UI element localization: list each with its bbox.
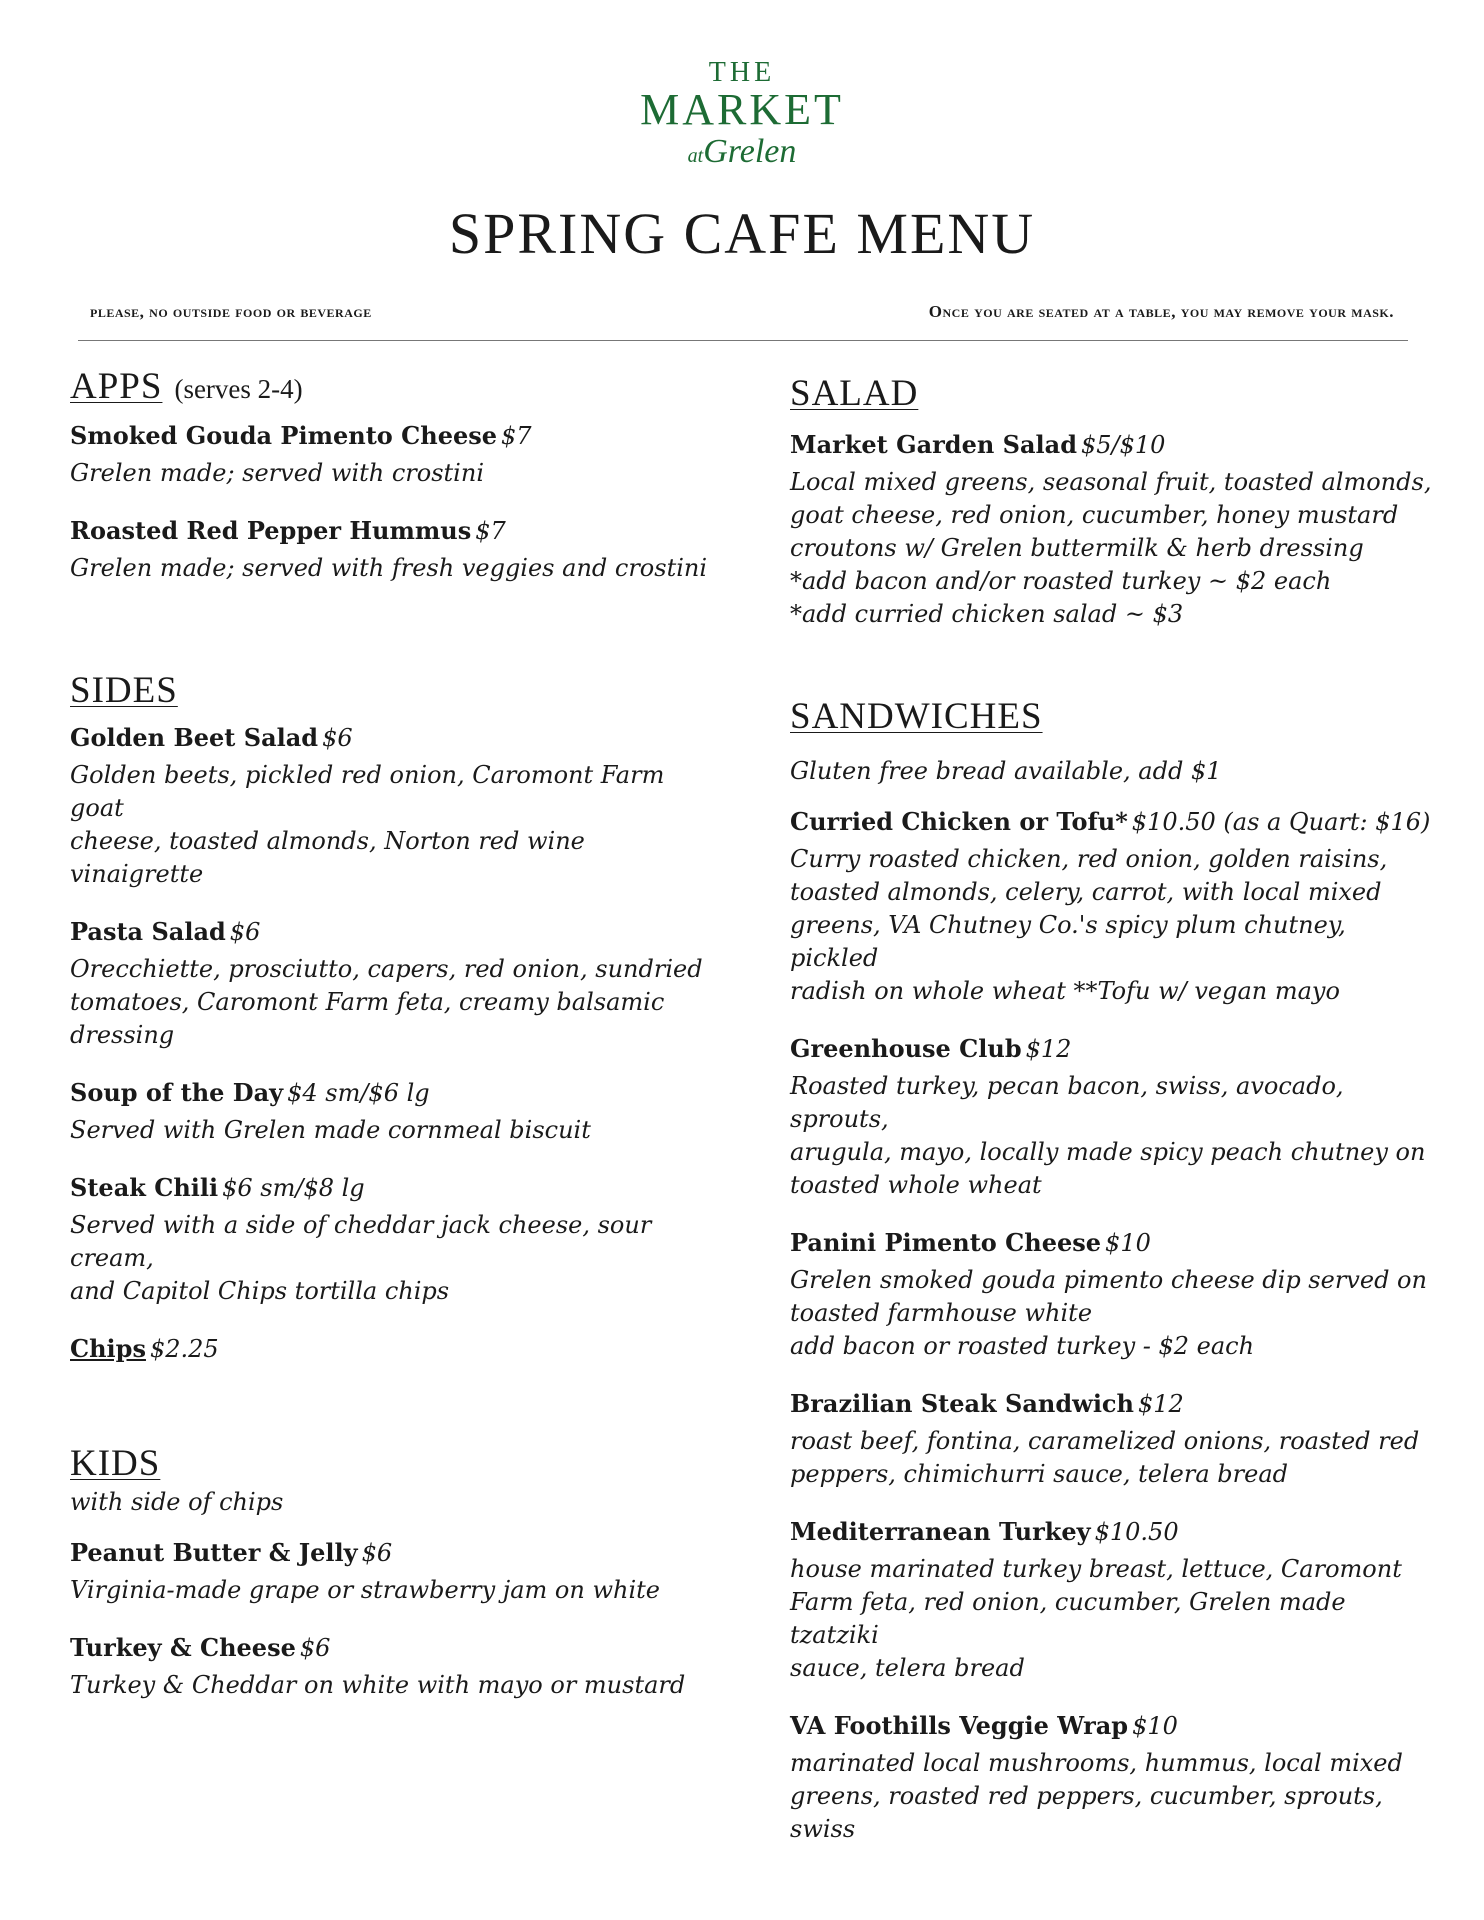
apps-items: [70, 419, 720, 585]
section-kids: [70, 1442, 720, 1702]
description-line: *add curried chicken salad ~ $3: [790, 600, 1184, 628]
description-line: Virginia-made grape or strawberry jam on white: [70, 1576, 660, 1604]
description-line: cheese, toasted almonds, Norton red wine vinaigrette: [70, 827, 585, 888]
menu-item-name: Turkey & Cheese: [70, 1633, 296, 1662]
menu-item: [70, 1332, 720, 1366]
menu-item-description: [70, 457, 720, 490]
kids-heading: KIDS: [70, 1443, 161, 1484]
left-column: [70, 365, 720, 1726]
menu-item: [790, 1226, 1440, 1363]
menu-item-name: Market Garden Salad: [790, 430, 1077, 459]
menu-item-header: [70, 514, 720, 548]
menu-item-description: [790, 1747, 1440, 1846]
menu-item-header: [70, 721, 720, 755]
section-apps: [70, 365, 720, 585]
section-salad: [790, 372, 1440, 631]
menu-item-price: $2.25: [149, 1335, 219, 1363]
description-line: and Capitol Chips tortilla chips: [70, 1277, 450, 1305]
logo-at: at: [687, 145, 704, 167]
description-line: Served with a side of cheddar jack cheese, sour cream,: [70, 1211, 652, 1272]
description-line: arugula, mayo, locally made spicy peach chutney on: [790, 1138, 1426, 1166]
menu-item-price: $7: [475, 517, 506, 545]
logo: [0, 58, 1484, 176]
description-line: sauce, telera bread: [790, 1654, 1025, 1682]
menu-item-price: $6: [361, 1539, 393, 1567]
menu-item-header: [790, 805, 1440, 839]
description-line: peppers, chimichurri sauce, telera bread: [790, 1460, 1288, 1488]
menu-item-price: $5/$10: [1080, 431, 1166, 459]
description-line: Farm feta, red onion, cucumber, Grelen made tzatziki: [790, 1588, 1346, 1649]
description-line: dressing: [70, 1021, 175, 1049]
menu-item-price: $6: [229, 918, 261, 946]
description-line: toasted farmhouse white: [790, 1299, 1093, 1327]
kids-items: [70, 1536, 720, 1702]
menu-item-header: [70, 1332, 720, 1366]
menu-item-header: [70, 1171, 720, 1205]
sandwiches-items: [790, 805, 1440, 1846]
menu-item-price: $4 sm/$6 lg: [287, 1079, 430, 1107]
sides-items: [70, 721, 720, 1366]
description-line: Orecchiette, prosciutto, capers, red onion, sundried: [70, 955, 703, 983]
logo-name: Grelen: [703, 133, 797, 170]
description-line: Served with Grelen made cornmeal biscuit: [70, 1116, 591, 1144]
menu-item: [790, 1387, 1440, 1491]
apps-serves-note: (serves 2-4): [174, 374, 303, 404]
menu-item-description: [70, 1574, 720, 1607]
menu-item-header: [70, 1536, 720, 1570]
menu-item-price: $10: [1105, 1229, 1151, 1257]
menu-item-name: Greenhouse Club: [790, 1034, 1022, 1063]
menu-item-header: [790, 1515, 1440, 1549]
description-line: roast beef, fontina, caramelized onions, roasted red: [790, 1427, 1420, 1455]
menu-item-description: [70, 1114, 720, 1147]
menu-item: [70, 1171, 720, 1308]
menu-item-price: $10.50: [1094, 1518, 1179, 1546]
menu-item-price: $6: [322, 724, 353, 752]
page-title: SPRING CAFE MENU: [448, 201, 1036, 266]
menu-item-header: [790, 1709, 1440, 1743]
menu-item-name: Peanut Butter & Jelly: [70, 1538, 358, 1567]
description-line: Golden beets, pickled red onion, Caromont Farm goat: [70, 761, 665, 822]
menu-item-description: [790, 466, 1440, 631]
menu-item-name: Roasted Red Pepper Hummus: [70, 516, 472, 545]
menu-item-price: $12: [1138, 1390, 1184, 1418]
description-line: croutons w/ Grelen buttermilk & herb dressing: [790, 534, 1364, 562]
description-line: house marinated turkey breast, lettuce, Caromont: [790, 1555, 1402, 1583]
description-line: marinated local mushrooms, hummus, local mixed: [790, 1749, 1403, 1777]
section-sides: [70, 669, 720, 1366]
menu-item-description: [70, 1209, 720, 1308]
menu-item: [70, 721, 720, 891]
menu-item-name: Golden Beet Salad: [70, 723, 319, 752]
section-sandwiches: [790, 695, 1440, 1846]
menu-item-description: [70, 953, 720, 1052]
description-line: Grelen smoked gouda pimento cheese dip served on: [790, 1266, 1427, 1294]
menu-item-description: [790, 1553, 1440, 1685]
description-line: tomatoes, Caromont Farm feta, creamy balsamic: [70, 988, 665, 1016]
salad-items: [790, 428, 1440, 631]
logo-the: THE: [708, 57, 776, 88]
sides-heading: SIDES: [70, 670, 178, 711]
menu-item-price: $10: [1132, 1712, 1178, 1740]
notice-outside-food: please, no outside food or beverage: [90, 302, 372, 321]
menu-item-header: [790, 1032, 1440, 1066]
description-line: Turkey & Cheddar on white with mayo or mustard: [70, 1671, 686, 1699]
notice-mask: Once you are seated at a table, you may remove your mask.: [928, 302, 1394, 321]
description-line: Curry roasted chicken, red onion, golden raisins,: [790, 845, 1388, 873]
description-line: greens, roasted red peppers, cucumber, sprouts, swiss: [790, 1782, 1383, 1843]
menu-item: [790, 428, 1440, 631]
right-column: [790, 372, 1440, 1870]
menu-item-description: [70, 552, 720, 585]
description-line: Grelen made; served with fresh veggies and crostini: [70, 554, 708, 582]
description-line: Local mixed greens, seasonal fruit, toasted almonds,: [790, 468, 1432, 496]
section-heading: [70, 365, 720, 411]
menu-item: [70, 419, 720, 490]
description-line: greens, VA Chutney Co.'s spicy plum chutney, pickled: [790, 911, 1346, 972]
description-line: toasted almonds, celery, carrot, with local mixed: [790, 878, 1382, 906]
menu-item-name: Steak Chili: [70, 1173, 219, 1202]
menu-item-price: $10.50 (as a Quart: $16): [1131, 808, 1431, 836]
menu-item-description: [790, 1264, 1440, 1363]
menu-item-description: [790, 843, 1440, 1008]
menu-item-header: [70, 419, 720, 453]
menu-item-description: [790, 1425, 1440, 1491]
menu-item: [70, 1076, 720, 1147]
menu-item: [790, 1709, 1440, 1846]
menu-item-header: [70, 1631, 720, 1665]
menu-item-name: Soup of the Day: [70, 1078, 284, 1107]
menu-item-header: [790, 1226, 1440, 1260]
menu-item-name: Mediterranean Turkey: [790, 1517, 1091, 1546]
menu-item: [790, 1032, 1440, 1202]
apps-heading: APPS: [70, 366, 163, 407]
description-line: add bacon or roasted turkey - $2 each: [790, 1332, 1255, 1360]
sandwiches-subtitle: Gluten free bread available, add $1: [790, 757, 1222, 785]
menu-item: [70, 915, 720, 1052]
menu-item-name: Brazilian Steak Sandwich: [790, 1389, 1134, 1418]
menu-item-name: Curried Chicken or Tofu*: [790, 807, 1128, 836]
menu-item-name: Smoked Gouda Pimento Cheese: [70, 421, 498, 450]
menu-item-price: $6 sm/$8 lg: [222, 1174, 365, 1202]
menu-item-name: Panini Pimento Cheese: [790, 1228, 1102, 1257]
menu-item-description: [70, 1669, 720, 1702]
menu-item-header: [70, 1076, 720, 1110]
menu-item: [70, 514, 720, 585]
menu-item: [70, 1631, 720, 1702]
menu-item: [790, 805, 1440, 1008]
description-line: Grelen made; served with crostini: [70, 459, 484, 487]
kids-subtitle: with side of chips: [70, 1488, 284, 1516]
menu-item-name: Pasta Salad: [70, 917, 226, 946]
menu-item-header: [70, 915, 720, 949]
logo-market: MARKET: [640, 85, 844, 134]
menu-item-name: VA Foothills Veggie Wrap: [790, 1711, 1129, 1740]
menu-item-header: [790, 1387, 1440, 1421]
menu-item-price: $12: [1025, 1035, 1072, 1063]
description-line: toasted whole wheat: [790, 1171, 1042, 1199]
description-line: *add bacon and/or roasted turkey ~ $2 each: [790, 567, 1332, 595]
header-divider: [78, 340, 1408, 341]
menu-item-name: Chips: [70, 1334, 146, 1363]
menu-item-price: $7: [501, 422, 532, 450]
sandwiches-heading: SANDWICHES: [790, 696, 1043, 737]
menu-item-price: $6: [299, 1634, 331, 1662]
menu-item: [790, 1515, 1440, 1685]
menu-item-description: [790, 1070, 1440, 1202]
description-line: Roasted turkey, pecan bacon, swiss, avocado, sprouts,: [790, 1072, 1344, 1133]
description-line: radish on whole wheat **Tofu w/ vegan mayo: [790, 977, 1340, 1005]
salad-heading: SALAD: [790, 373, 919, 414]
menu-item-description: [70, 759, 720, 891]
menu-item-header: [790, 428, 1440, 462]
menu-item: [70, 1536, 720, 1607]
description-line: goat cheese, red onion, cucumber, honey mustard: [790, 501, 1399, 529]
logo-grelen: [0, 132, 1484, 176]
